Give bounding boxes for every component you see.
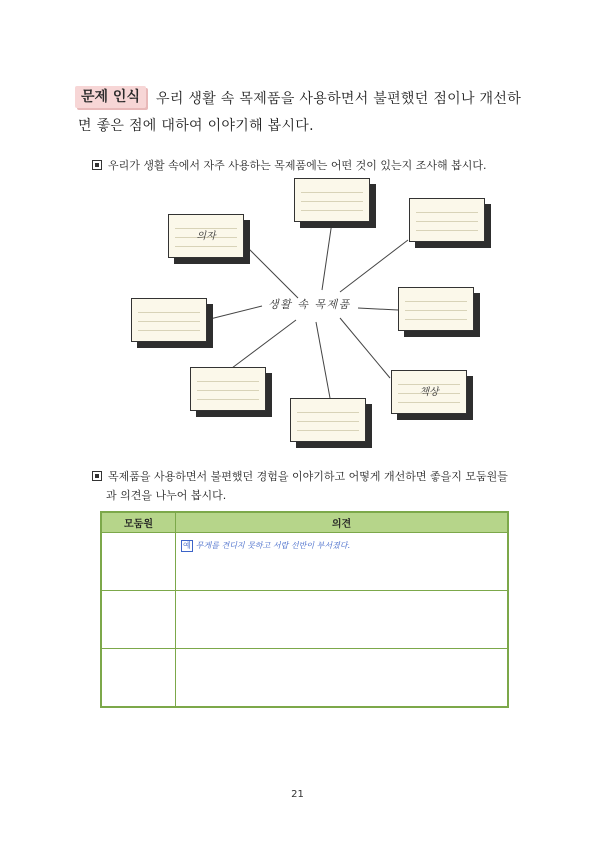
page-number: 21	[291, 789, 304, 800]
example-mark: 예	[183, 541, 191, 550]
card-right	[398, 287, 474, 331]
table-header-row	[101, 512, 508, 533]
member-cell[interactable]	[101, 533, 176, 591]
opinion-cell[interactable]	[176, 533, 509, 591]
problem-badge: 문제 인식	[75, 86, 146, 108]
example-text: 무게를 견디지 못하고 서랍 선반이 부서졌다.	[195, 541, 351, 550]
table-row	[101, 533, 508, 591]
card-top-right	[409, 198, 485, 242]
card-desk	[391, 370, 467, 414]
card-bottom	[290, 398, 366, 442]
card-left	[131, 298, 207, 342]
bullet-instruction-2	[92, 468, 508, 484]
intro-line-1: 우리 생활 속 목제품을 사용하면서 불편했던 점이나 개선하	[156, 91, 522, 107]
card-chair	[168, 214, 244, 258]
opinion-table	[100, 511, 509, 708]
mindmap-center-label: 생활 속 목제품	[268, 298, 351, 311]
bullet-1-text: 우리가 생활 속에서 자주 사용하는 목제품에는 어떤 것이 있는지 조사해 봅시다.	[108, 159, 487, 172]
intro-line-2: 면 좋은 점에 대하여 이야기해 봅시다.	[78, 118, 314, 134]
opinion-cell[interactable]	[176, 649, 509, 708]
opinion-cell[interactable]	[176, 591, 509, 649]
member-cell[interactable]	[101, 591, 176, 649]
header-opinion: 의견	[176, 512, 509, 533]
card-top	[294, 178, 370, 222]
bullet-2-line-1: 목제품을 사용하면서 불편했던 경험을 이야기하고 어떻게 개선하면 좋을지 모둠원들	[108, 470, 508, 483]
table-row	[101, 649, 508, 708]
table-row	[101, 591, 508, 649]
card-label: 의자	[196, 231, 216, 242]
bullet-2-line-2: 과 의견을 나누어 봅시다.	[106, 489, 227, 502]
card-label: 책상	[419, 387, 439, 398]
card-bottom-left	[190, 367, 266, 411]
header-member: 모둠원	[101, 512, 176, 533]
bullet-square-icon	[92, 471, 102, 481]
member-cell[interactable]	[101, 649, 176, 708]
